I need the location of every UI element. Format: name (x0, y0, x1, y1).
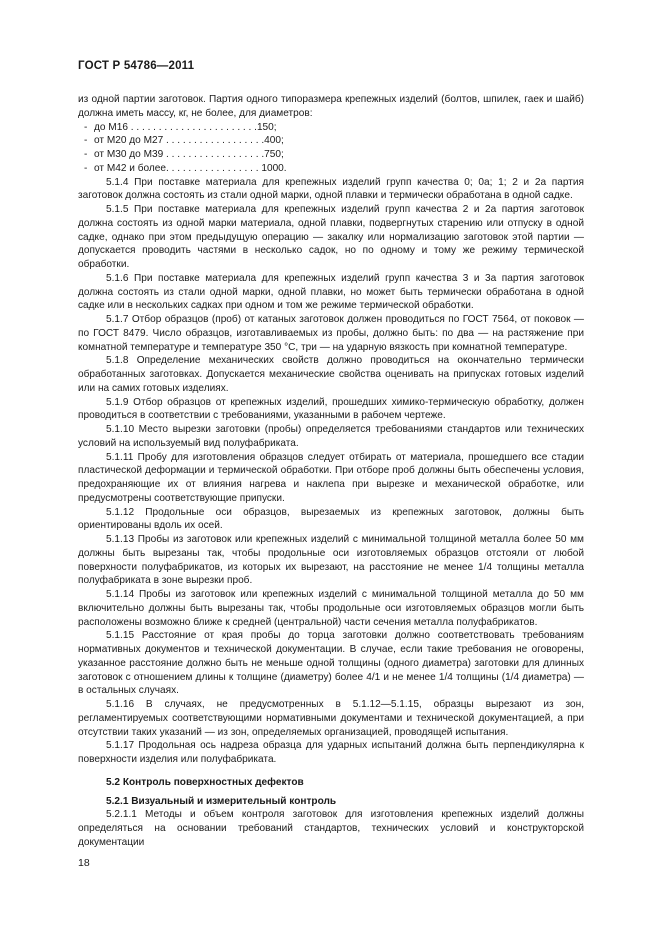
list-item-text: до М16 . . . . . . . . . . . . . . . . . . . . . . .150; (94, 121, 277, 133)
mass-list (78, 121, 584, 176)
list-item (78, 148, 354, 162)
paragraph-5-1-12: 5.1.12 Продольные оси образцов, вырезаемых из крепежных заготовок, должны быть ориентированы вдоль их осей. (78, 506, 584, 532)
paragraph-5-1-15: 5.1.15 Расстояние от края пробы до торца заготовки должно соответствовать требованиям нормативных документов и технической документации. В случае, если такие требования не оговорены, указанное расстояние должно быть не меньше одной толщины (одного диаметра) заготовки для длинных заготовок с отношением длины к толщине (диаметру) более 4/1 и не менее 1/4 толщины (1/4 диаметра) — в остальных случаях. (78, 630, 584, 697)
paragraph-5-1-6: 5.1.6 При поставке материала для крепежных изделий групп качества 3 и 3а партия заготовок должна состоять из стали одной марки, одной плавки, но может быть термически обработана в одной садке или в нескольких садках при одном и том же режиме термической обработки. (78, 272, 584, 312)
list-item (78, 162, 354, 176)
paragraph-5-1-7: 5.1.7 Отбор образцов (проб) от катаных заготовок должен проводиться по ГОСТ 7564, от поковок — по ГОСТ 8479. Число образцов, изготавливаемых из пробы, должно быть: по два — на растяжение при комнатной температуре и температуре 350 °С, три — на ударную вязкость при комнатной температуре. (78, 314, 584, 353)
paragraph-5-1-4: 5.1.4 При поставке материала для крепежных изделий групп качества 0; 0а; 1; 2 и 2а партия заготовок должна состоять из стали одной марки, одной плавки и термически обработана в одной садке. (78, 176, 584, 202)
section-heading: 5.2 Контроль поверхностных дефектов (106, 776, 304, 788)
subsection-heading: 5.2.1 Визуальный и измерительный контроль (106, 795, 337, 807)
document-body (78, 93, 584, 850)
paragraph-5-1-17: 5.1.17 Продольная ось надреза образца для ударных испытаний должна быть перпендикулярна к поверхности изделия или полуфабриката. (78, 740, 584, 765)
paragraph-5-1-13: 5.1.13 Пробы из заготовок или крепежных изделий с минимальной толщиной металла более 50 мм должны быть вырезаны так, чтобы продольные оси изготовляемых образцов отстояли от любой поверхности полуфабрикатов, из которых их вырезают, на расстояние не менее 1/4 толщины металла полуфабриката в зоне вырезки проб. (78, 534, 584, 587)
paragraph-5-1-10: 5.1.10 Место вырезки заготовки (пробы) определяется требованиями стандартов или технических условий на используемый вид полуфабриката. (78, 424, 584, 449)
paragraph-5-1-9: 5.1.9 Отбор образцов от крепежных изделий, прошедших химико-термическую обработку, должен проводиться в соответствии с требованиями, указанными в рабочем чертеже. (78, 396, 584, 422)
list-item (78, 121, 354, 135)
paragraph-5-1-16: 5.1.16 В случаях, не предусмотренных в 5.1.12—5.1.15, образцы вырезают из зон, регламентируемых соответствующими нормативными документами и технической документацией, а при отсутствии таких указаний — из зон, определяемых организацией, проводящей испытания. (78, 699, 584, 738)
list-dash: - (84, 121, 88, 133)
standard-code-header: ГОСТ Р 54786—2011 (78, 60, 195, 72)
list-item (78, 134, 354, 148)
paragraph-5-1-8: 5.1.8 Определение механических свойств должно проводиться на окончательно термически обработанных заготовках. Допускается механические свойства оценивать на припусках готовых изделий или на самих готовых изделиях. (78, 355, 584, 394)
list-item-text: от М30 до М39 . . . . . . . . . . . . . . . . . .750; (94, 149, 284, 160)
paragraph-5-1-11: 5.1.11 Пробу для изготовления образцов следует отбирать от материала, прошедшего все стадии пластической деформации и термической обработки. При отборе проб должны быть обеспечены условия, предохраняющие их от влияния нагрева и наклепа при вырезке и механической обработке, или предусмотрены соответствующие припуски. (78, 451, 584, 504)
list-item-text: от М42 и более. . . . . . . . . . . . . . . . . 1000. (94, 162, 287, 174)
paragraph-5-1-5: 5.1.5 При поставке материала для крепежных изделий групп качества 2 и 2а партия заготовок должна состоять из одной марки материала, одной плавки, подвергнутых старению или отпуску в одной садке, однако при этом предыдущую операцию — закалку или нормализацию заготовок этой партии — допускается проводить частями в несколько садок, но по одному и тому же режиму термической обработки. (78, 204, 584, 270)
list-dash: - (84, 162, 88, 174)
intro-paragraph: из одной партии заготовок. Партия одного типоразмера крепежных изделий (болтов, шпилек, гаек и шайб) должна иметь массу, кг, не более, для диаметров: (78, 94, 584, 119)
paragraph-5-2-1-1: 5.2.1.1 Методы и объем контроля заготовок для изготовления крепежных изделий должны определяться на основании требований стандартов, технических условий и конструкторской документации (78, 809, 584, 848)
list-item-text: от М20 до М27 . . . . . . . . . . . . . . . . . .400; (94, 135, 284, 147)
list-dash: - (84, 149, 88, 160)
page-number: 18 (78, 857, 90, 869)
list-dash: - (84, 135, 88, 147)
paragraph-5-1-14: 5.1.14 Пробы из заготовок или крепежных изделий с минимальной толщиной металла до 50 мм включительно должны быть вырезаны так, чтобы продольные оси изготовляемых образцов могли быть расположены возможно ближе к средней (центральной) части сечения металла полуфабрикатов. (78, 589, 584, 628)
